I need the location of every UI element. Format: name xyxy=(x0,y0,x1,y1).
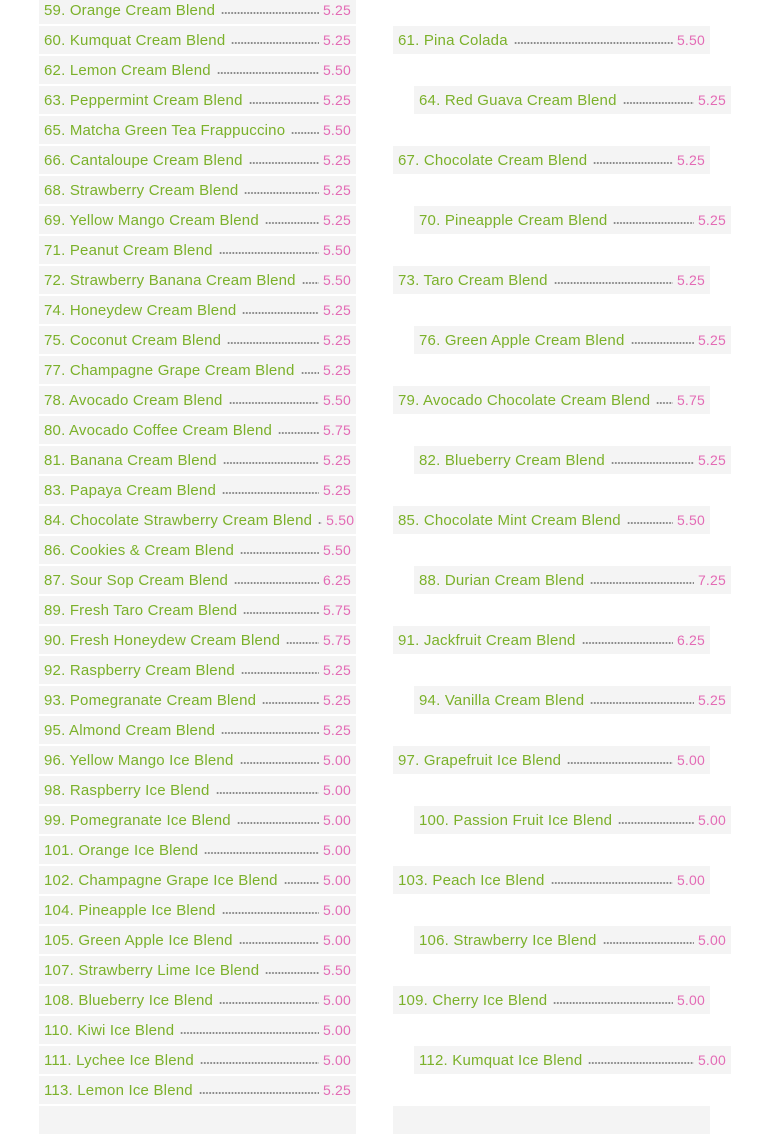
menu-item-89[interactable] xyxy=(39,596,356,624)
item-name: 108. Blueberry Ice Blend xyxy=(44,991,214,1009)
menu-item-78[interactable] xyxy=(39,386,356,414)
menu-item-66[interactable] xyxy=(39,146,356,174)
dot-leader xyxy=(216,790,319,796)
menu-item-106[interactable] xyxy=(414,926,731,954)
dot-leader xyxy=(219,1000,319,1006)
menu-item-77[interactable] xyxy=(39,356,356,384)
dot-leader xyxy=(227,340,319,346)
menu-item-72[interactable] xyxy=(39,266,356,294)
menu-item-94[interactable] xyxy=(414,686,731,714)
item-price: 5.25 xyxy=(322,92,351,108)
dot-leader xyxy=(301,370,319,376)
item-name: 102. Champagne Grape Ice Blend xyxy=(44,871,278,889)
dot-leader xyxy=(231,40,319,46)
item-name: 93. Pomegranate Cream Blend xyxy=(44,691,257,709)
dot-leader xyxy=(318,520,322,526)
item-name: 79. Avocado Chocolate Cream Blend xyxy=(398,391,651,409)
item-name: 109. Cherry Ice Blend xyxy=(398,991,548,1009)
item-name: 78. Avocado Cream Blend xyxy=(44,391,223,409)
item-price: 5.50 xyxy=(322,122,351,138)
menu-item-83[interactable] xyxy=(39,476,356,504)
item-price: 5.25 xyxy=(322,662,351,678)
item-price: 5.25 xyxy=(322,692,351,708)
dot-leader xyxy=(242,310,319,316)
item-name: 92. Raspberry Cream Blend xyxy=(44,661,235,679)
item-name: 105. Green Apple Ice Blend xyxy=(44,931,233,949)
item-name: 99. Pomegranate Ice Blend xyxy=(44,811,231,829)
item-name: 80. Avocado Coffee Cream Blend xyxy=(44,421,273,439)
item-name: 103. Peach Ice Blend xyxy=(398,871,545,889)
item-price: 5.75 xyxy=(322,602,351,618)
item-price: 6.25 xyxy=(322,572,351,588)
item-price: 5.00 xyxy=(322,752,351,768)
dot-leader xyxy=(603,940,694,946)
item-price: 5.50 xyxy=(322,62,351,78)
menu-item-98[interactable] xyxy=(39,776,356,804)
item-name: 77. Champagne Grape Cream Blend xyxy=(44,361,295,379)
menu-item-87[interactable] xyxy=(39,566,356,594)
item-name: 67. Chocolate Cream Blend xyxy=(398,151,588,169)
menu-item-80[interactable] xyxy=(39,416,356,444)
item-name: 83. Papaya Cream Blend xyxy=(44,481,217,499)
dot-leader xyxy=(613,220,693,226)
item-price: 5.50 xyxy=(676,512,705,528)
dot-leader xyxy=(217,70,319,76)
item-price: 5.25 xyxy=(322,362,351,378)
menu-item-104[interactable] xyxy=(39,896,356,924)
dot-leader xyxy=(588,1060,694,1066)
item-price: 5.50 xyxy=(676,32,705,48)
menu-item-101[interactable] xyxy=(39,836,356,864)
item-price: 5.00 xyxy=(697,1052,726,1068)
item-price: 5.25 xyxy=(322,32,351,48)
menu-item-88[interactable] xyxy=(414,566,731,594)
dot-leader xyxy=(240,550,319,556)
dot-leader xyxy=(265,970,319,976)
item-name: 84. Chocolate Strawberry Cream Blend xyxy=(44,511,313,529)
dot-leader xyxy=(567,760,673,766)
item-name: 85. Chocolate Mint Cream Blend xyxy=(398,511,621,529)
menu-item-100[interactable] xyxy=(414,806,731,834)
menu-item-75[interactable] xyxy=(39,326,356,354)
menu-item-59[interactable] xyxy=(39,0,356,24)
menu-item-63[interactable] xyxy=(39,86,356,114)
menu-item-79[interactable] xyxy=(393,386,710,414)
dot-leader xyxy=(627,520,673,526)
item-name: 98. Raspberry Ice Blend xyxy=(44,781,210,799)
item-name: 87. Sour Sop Cream Blend xyxy=(44,571,229,589)
item-name: 68. Strawberry Cream Blend xyxy=(44,181,239,199)
item-price: 5.75 xyxy=(322,632,351,648)
item-name: 63. Peppermint Cream Blend xyxy=(44,91,243,109)
menu-item-76[interactable] xyxy=(414,326,731,354)
item-name: 94. Vanilla Cream Blend xyxy=(419,691,585,709)
item-name: 107. Strawberry Lime Ice Blend xyxy=(44,961,260,979)
dot-leader xyxy=(302,280,319,286)
dot-leader xyxy=(199,1090,319,1096)
item-price: 5.25 xyxy=(322,452,351,468)
dot-leader xyxy=(286,640,319,646)
dot-leader xyxy=(278,430,319,436)
item-price: 5.25 xyxy=(322,332,351,348)
item-price: 5.00 xyxy=(322,812,351,828)
menu-item-71[interactable] xyxy=(39,236,356,264)
item-name: 95. Almond Cream Blend xyxy=(44,721,216,739)
dot-leader xyxy=(219,250,319,256)
item-name: 82. Blueberry Cream Blend xyxy=(419,451,605,469)
item-price: 5.25 xyxy=(322,302,351,318)
menu-item-111[interactable] xyxy=(39,1046,356,1074)
menu-item-90[interactable] xyxy=(39,626,356,654)
item-name: 66. Cantaloupe Cream Blend xyxy=(44,151,243,169)
dot-leader xyxy=(240,760,319,766)
dot-leader xyxy=(553,1000,673,1006)
menu-item-73[interactable] xyxy=(393,266,710,294)
dot-leader xyxy=(551,880,673,886)
item-name: 71. Peanut Cream Blend xyxy=(44,241,213,259)
item-price: 5.25 xyxy=(322,2,351,18)
menu-item-93[interactable] xyxy=(39,686,356,714)
item-price: 5.25 xyxy=(322,482,351,498)
item-name: 90. Fresh Honeydew Cream Blend xyxy=(44,631,281,649)
menu-item-81[interactable] xyxy=(39,446,356,474)
item-price: 5.00 xyxy=(697,932,726,948)
dot-leader xyxy=(262,700,319,706)
item-price: 5.25 xyxy=(676,272,705,288)
item-name: 106. Strawberry Ice Blend xyxy=(419,931,597,949)
menu-item-97[interactable] xyxy=(393,746,710,774)
menu-item-60[interactable] xyxy=(39,26,356,54)
dot-leader xyxy=(229,400,319,406)
item-price: 5.00 xyxy=(322,992,351,1008)
menu-item-110[interactable] xyxy=(39,1016,356,1044)
dot-leader xyxy=(249,100,319,106)
item-price: 5.25 xyxy=(322,212,351,228)
menu-item-61[interactable] xyxy=(393,26,710,54)
item-name: 65. Matcha Green Tea Frappuccino xyxy=(44,121,286,139)
item-price: 5.75 xyxy=(322,422,351,438)
dot-leader xyxy=(180,1030,319,1036)
dot-leader xyxy=(291,130,319,136)
item-name: 97. Grapefruit Ice Blend xyxy=(398,751,562,769)
item-name: 59. Orange Cream Blend xyxy=(44,1,216,19)
menu-item-114[interactable] xyxy=(39,1106,356,1134)
item-price: 5.00 xyxy=(322,932,351,948)
menu-item-68[interactable] xyxy=(39,176,356,204)
item-price: 5.00 xyxy=(676,752,705,768)
item-price: 5.50 xyxy=(326,512,355,528)
menu-item-84[interactable] xyxy=(39,506,356,534)
item-name: 89. Fresh Taro Cream Blend xyxy=(44,601,238,619)
dot-leader xyxy=(221,10,319,16)
dot-leader xyxy=(618,820,694,826)
item-name: 70. Pineapple Cream Blend xyxy=(419,211,608,229)
item-name: 62. Lemon Cream Blend xyxy=(44,61,211,79)
item-name: 75. Coconut Cream Blend xyxy=(44,331,222,349)
menu-item-112[interactable] xyxy=(414,1046,731,1074)
menu-item-113[interactable] xyxy=(39,1076,356,1104)
dot-leader xyxy=(631,340,694,346)
item-name: 111. Lychee Ice Blend xyxy=(44,1051,194,1069)
item-name: 73. Taro Cream Blend xyxy=(398,271,548,289)
item-price: 5.00 xyxy=(697,812,726,828)
item-name: 112. Kumquat Ice Blend xyxy=(419,1051,583,1069)
item-price: 5.00 xyxy=(322,902,351,918)
item-name: 96. Yellow Mango Ice Blend xyxy=(44,751,234,769)
menu-item-64[interactable] xyxy=(414,86,731,114)
menu-item-85[interactable] xyxy=(393,506,710,534)
item-price: 5.50 xyxy=(322,242,351,258)
item-price: 5.25 xyxy=(322,1082,351,1098)
item-price: 5.50 xyxy=(322,542,351,558)
dot-leader xyxy=(244,190,318,196)
dot-leader xyxy=(590,700,694,706)
item-price: 5.00 xyxy=(676,872,705,888)
menu-item-67[interactable] xyxy=(393,146,710,174)
item-price: 5.25 xyxy=(322,722,351,738)
item-price: 7.25 xyxy=(697,572,726,588)
menu-item-107[interactable] xyxy=(39,956,356,984)
dot-leader xyxy=(554,280,673,286)
item-price: 5.00 xyxy=(676,992,705,1008)
item-name: 64. Red Guava Cream Blend xyxy=(419,91,617,109)
item-name: 74. Honeydew Cream Blend xyxy=(44,301,237,319)
dot-leader xyxy=(200,1060,319,1066)
menu-item-70[interactable] xyxy=(414,206,731,234)
dot-leader xyxy=(284,880,319,886)
dot-leader xyxy=(514,40,673,46)
dot-leader xyxy=(582,640,673,646)
dot-leader xyxy=(223,460,319,466)
menu-item-108[interactable] xyxy=(39,986,356,1014)
item-name: 101. Orange Ice Blend xyxy=(44,841,199,859)
item-price: 5.25 xyxy=(697,332,726,348)
item-name: 76. Green Apple Cream Blend xyxy=(419,331,625,349)
dot-leader xyxy=(265,220,319,226)
item-name: 86. Cookies & Cream Blend xyxy=(44,541,235,559)
item-price: 5.00 xyxy=(322,872,351,888)
item-name: 113. Lemon Ice Blend xyxy=(44,1081,193,1099)
item-price: 5.00 xyxy=(322,1052,351,1068)
menu-item-115[interactable] xyxy=(393,1106,710,1134)
item-price: 5.50 xyxy=(322,272,351,288)
dot-leader xyxy=(656,400,673,406)
menu-item-102[interactable] xyxy=(39,866,356,894)
menu-item-96[interactable] xyxy=(39,746,356,774)
item-name: 91. Jackfruit Cream Blend xyxy=(398,631,576,649)
menu-item-105[interactable] xyxy=(39,926,356,954)
item-price: 5.75 xyxy=(676,392,705,408)
menu-item-74[interactable] xyxy=(39,296,356,324)
item-price: 5.00 xyxy=(322,782,351,798)
dot-leader xyxy=(239,940,319,946)
menu-item-109[interactable] xyxy=(393,986,710,1014)
item-name: 69. Yellow Mango Cream Blend xyxy=(44,211,259,229)
menu-item-92[interactable] xyxy=(39,656,356,684)
menu-item-69[interactable] xyxy=(39,206,356,234)
dot-leader xyxy=(623,100,694,106)
menu-item-65[interactable] xyxy=(39,116,356,144)
item-name: 104. Pineapple Ice Blend xyxy=(44,901,216,919)
dot-leader xyxy=(237,820,319,826)
menu-item-86[interactable] xyxy=(39,536,356,564)
menu-item-95[interactable] xyxy=(39,716,356,744)
dot-leader xyxy=(243,610,319,616)
item-name: 81. Banana Cream Blend xyxy=(44,451,217,469)
item-name: 60. Kumquat Cream Blend xyxy=(44,31,226,49)
item-price: 5.25 xyxy=(697,452,726,468)
menu-item-82[interactable] xyxy=(414,446,731,474)
dot-leader xyxy=(234,580,319,586)
dot-leader xyxy=(611,460,694,466)
menu-item-91[interactable] xyxy=(393,626,710,654)
item-price: 5.25 xyxy=(697,212,726,228)
item-name: 88. Durian Cream Blend xyxy=(419,571,585,589)
item-price: 5.00 xyxy=(322,1022,351,1038)
item-price: 5.25 xyxy=(322,182,351,198)
item-price: 5.25 xyxy=(697,92,726,108)
item-name: 100. Passion Fruit Ice Blend xyxy=(419,811,613,829)
menu-item-62[interactable] xyxy=(39,56,356,84)
dot-leader xyxy=(221,730,319,736)
item-price: 5.50 xyxy=(322,392,351,408)
item-price: 5.25 xyxy=(676,152,705,168)
item-price: 5.25 xyxy=(322,152,351,168)
item-price: 5.50 xyxy=(322,962,351,978)
dot-leader xyxy=(241,670,319,676)
menu-item-103[interactable] xyxy=(393,866,710,894)
item-name: 72. Strawberry Banana Cream Blend xyxy=(44,271,296,289)
dot-leader xyxy=(593,160,673,166)
menu-item-99[interactable] xyxy=(39,806,356,834)
dot-leader xyxy=(204,850,319,856)
dot-leader xyxy=(222,910,319,916)
item-price: 6.25 xyxy=(676,632,705,648)
item-price: 5.25 xyxy=(697,692,726,708)
dot-leader xyxy=(249,160,319,166)
item-name: 61. Pina Colada xyxy=(398,31,508,49)
dot-leader xyxy=(222,490,319,496)
item-price: 5.00 xyxy=(322,842,351,858)
dot-leader xyxy=(590,580,694,586)
item-name: 110. Kiwi Ice Blend xyxy=(44,1021,175,1039)
